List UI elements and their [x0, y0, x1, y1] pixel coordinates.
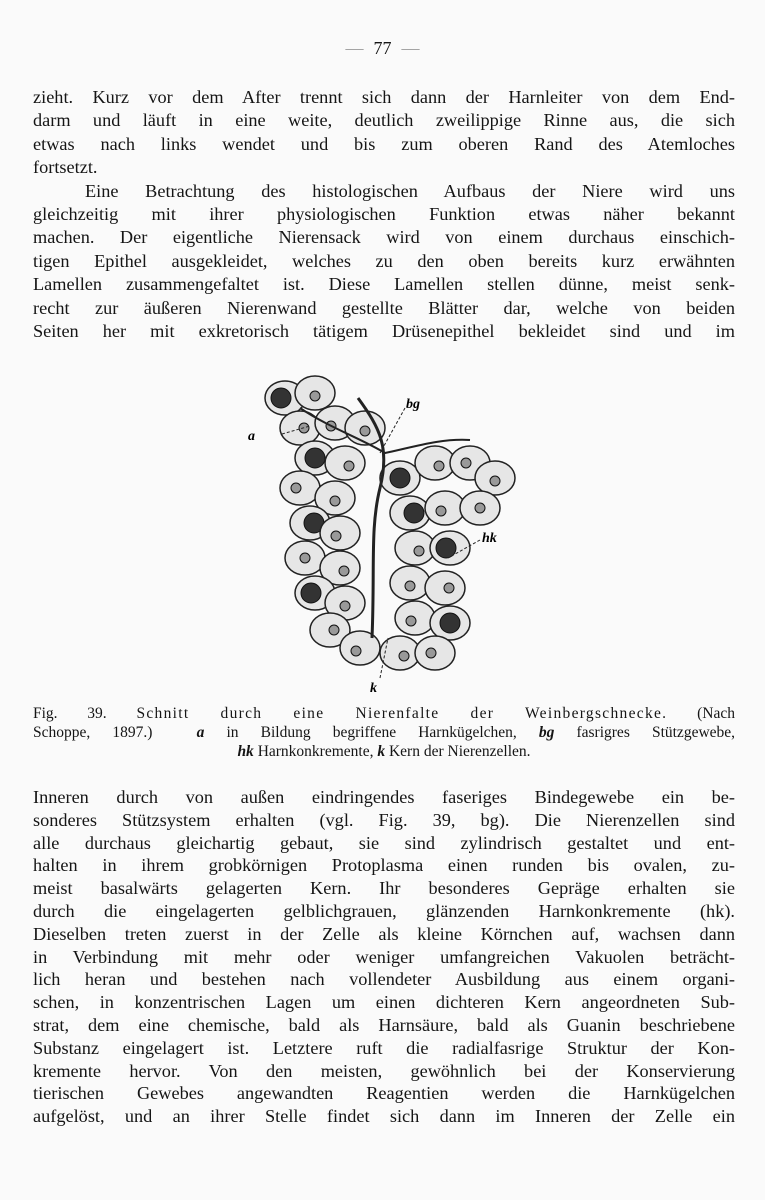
nucleus	[340, 601, 350, 611]
nucleus	[330, 496, 340, 506]
text-line: aufgelöst, und an ihrer Stelle findet sich dann im Inneren der Zelle ein	[33, 1106, 735, 1127]
figure-label-a: a	[248, 429, 255, 444]
nucleus	[344, 461, 354, 471]
text-line: darm und läuft in eine weite, deutlich zweilippige Rinne aus, die sich	[33, 110, 735, 131]
nucleus	[329, 625, 339, 635]
text-line: schen, in konzentrischen Lagen um einen dichteren Kern angeordneten Sub-	[33, 992, 735, 1013]
text-line: Seiten her mit exkretorisch tätigem Drüsenepithel bekleidet sind und im	[33, 320, 735, 341]
nucleus	[310, 391, 320, 401]
caption-text-bg: fasrigres Stützgewebe,	[576, 724, 736, 741]
caption-key-bg: bg	[538, 724, 555, 741]
text-line: fortsetzt.	[33, 157, 98, 178]
nucleus	[414, 546, 424, 556]
nucleus	[436, 506, 446, 516]
caption-fig-number: Fig. 39.	[33, 705, 107, 722]
concrement	[271, 388, 291, 408]
text-line: Eine Betrachtung des histologischen Aufbaus der Niere wird uns	[85, 180, 735, 201]
caption-key-hk: hk	[237, 743, 254, 760]
concrement	[390, 468, 410, 488]
text-line: durch die eingelagerten gelblichgrauen, glänzenden Harnkonkremente (hk).	[33, 900, 735, 921]
caption-source-open: (Nach	[697, 705, 735, 722]
text-line: Inneren durch von außen eindringendes faseriges Bindegewebe ein be-	[33, 787, 735, 807]
text-line: Substanz eingelagert ist. Letztere ruft die radialfasrige Struktur der Kon-	[33, 1037, 735, 1058]
text-line: alle durchaus gleichartig gebaut, sie sind zylindrisch gestaltet und ent-	[33, 832, 735, 853]
nucleus	[426, 648, 436, 658]
caption-source: Schoppe, 1897.)	[33, 724, 153, 741]
concrement	[301, 583, 321, 603]
nucleus	[351, 646, 361, 656]
figure-kidney-fold-illustration	[240, 368, 530, 698]
caption-text-a: in Bildung begriffene Harnkügelchen,	[226, 724, 517, 741]
nucleus	[291, 483, 301, 493]
caption-line	[33, 723, 735, 742]
caption-text-hk: Harnkonkremente,	[257, 743, 374, 760]
text-line: machen. Der eigentliche Nierensack wird von einem durchaus einschich-	[33, 227, 735, 248]
nucleus	[331, 531, 341, 541]
nucleus	[399, 651, 409, 661]
text-line: in Verbindung mit mehr oder weniger umfangreichen Vakuolen beträcht-	[33, 946, 735, 967]
paragraph-top	[33, 86, 735, 343]
page-number-text: 77	[373, 38, 392, 58]
text-line: sonderes Stützsystem erhalten (vgl. Fig. 39, bg). Die Nierenzellen sind	[33, 809, 735, 830]
figure-label-k: k	[370, 681, 377, 696]
nucleus	[461, 458, 471, 468]
text-line: halten in ihrem grobkörnigen Protoplasma einen runden bis ovalen, zu-	[33, 855, 735, 876]
figure-label-bg: bg	[406, 397, 420, 412]
nucleus	[490, 476, 500, 486]
nucleus	[434, 461, 444, 471]
page-number: — 77 —	[345, 38, 420, 58]
figure-caption	[33, 704, 735, 761]
nucleus	[300, 553, 310, 563]
nucleus	[444, 583, 454, 593]
nucleus	[339, 566, 349, 576]
text-line: lich heran und bestehen nach vollendeter Ausbildung aus einem organi-	[33, 969, 735, 990]
text-line: strat, dem eine chemische, bald als Harnsäure, bald als Guanin beschriebene	[33, 1014, 735, 1035]
caption-text-k: Kern der Nierenzellen.	[388, 743, 531, 760]
text-line: gleichzeitig mit ihrer physiologischen Funktion etwas näher bekannt	[33, 203, 735, 224]
nucleus	[406, 616, 416, 626]
caption-line	[33, 704, 735, 723]
text-line: tigen Epithel ausgekleidet, welches zu den oben bereits kurz erwähnten	[33, 250, 735, 271]
caption-title: Schnitt durch eine Nierenfalte der Weinbergschnecke.	[136, 705, 668, 722]
figure-label-hk: hk	[482, 531, 497, 546]
concrement	[440, 613, 460, 633]
caption-line	[33, 742, 735, 761]
caption-key-k: k	[377, 743, 386, 760]
text-line: etwas nach links wendet und bis zum oberen Rand des Atemloches	[33, 133, 735, 154]
text-line: recht zur äußeren Nierenwand gestellte Blätter dar, welche von beiden	[33, 297, 735, 318]
text-line: Lamellen zusammengefaltet ist. Diese Lamellen stellen dünne, meist senk-	[33, 274, 735, 295]
nucleus	[405, 581, 415, 591]
caption-key-a: a	[196, 724, 205, 741]
concrement	[305, 448, 325, 468]
nucleus	[360, 426, 370, 436]
text-line: kremente hervor. Von den meisten, gewöhnlich bei der Konservierung	[33, 1060, 735, 1081]
nucleus	[475, 503, 485, 513]
text-line: tierischen Gewebes angewandten Reagentien werden die Harnkügelchen	[33, 1083, 735, 1104]
paragraph-bottom	[33, 786, 735, 1128]
text-line: Dieselben treten zuerst in der Zelle als kleine Körnchen auf, wachsen dann	[33, 923, 735, 944]
concrement	[404, 503, 424, 523]
text-line: zieht. Kurz vor dem After trennt sich dann der Harnleiter von dem End-	[33, 87, 735, 107]
text-line: meist basalwärts gelagerten Kern. Ihr besonderes Gepräge erhalten sie	[33, 878, 735, 899]
